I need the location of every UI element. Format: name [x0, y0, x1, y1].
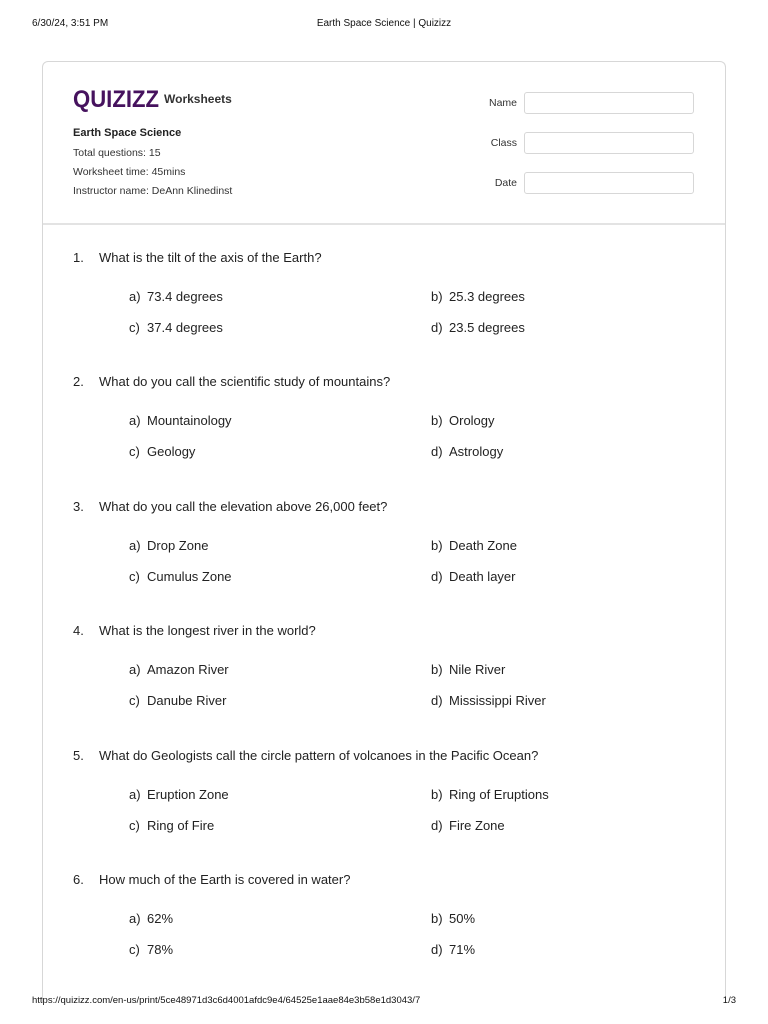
worksheet-title: Earth Space Science	[73, 127, 182, 139]
option-text: Drop Zone	[147, 537, 209, 553]
option-letter: a)	[129, 786, 141, 802]
option-text: Mountainology	[147, 413, 232, 429]
option-text: 37.4 degrees	[147, 320, 223, 335]
question-number: 1.	[73, 250, 84, 265]
option-text: Cumulus Zone	[147, 568, 232, 584]
question-number: 3.	[73, 498, 84, 514]
option-text: Orology	[449, 413, 495, 429]
instructor-name: Instructor name: DeAnn Klinedinst	[73, 185, 233, 197]
question-number: 2.	[73, 374, 84, 390]
question-text: How much of the Earth is covered in water?	[99, 872, 351, 887]
answer-option	[129, 538, 208, 553]
option-letter: c)	[129, 444, 140, 460]
answer-option	[431, 911, 475, 926]
option-text: Amazon River	[147, 662, 229, 678]
name-label: Name	[488, 97, 517, 109]
quizizz-logo-icon	[73, 84, 159, 114]
question-text: What do you call the elevation above 26,000 feet?	[99, 498, 388, 514]
date-label: Date	[494, 177, 517, 189]
option-text: Eruption Zone	[147, 786, 229, 802]
option-letter: b)	[431, 786, 443, 802]
answer-option	[129, 413, 232, 428]
quizizz-logo	[73, 84, 159, 114]
option-letter: c)	[129, 693, 140, 709]
answer-option	[129, 818, 214, 833]
option-text: Nile River	[449, 662, 506, 678]
question-number: 6.	[73, 872, 84, 887]
option-letter: b)	[431, 413, 443, 429]
answer-option	[129, 911, 173, 926]
option-text: 71%	[449, 942, 476, 957]
option-letter: a)	[129, 413, 141, 429]
answer-option	[129, 693, 227, 708]
question-number: 4.	[73, 623, 84, 639]
option-letter: c)	[129, 568, 140, 584]
answer-option	[431, 289, 525, 304]
option-letter: b)	[431, 662, 443, 678]
answer-option	[431, 538, 517, 553]
answer-option	[431, 818, 505, 833]
question-text: What do Geologists call the circle pattern of volcanoes in the Pacific Ocean?	[99, 747, 539, 763]
option-text: 23.5 degrees	[449, 320, 525, 335]
option-text: Fire Zone	[449, 817, 505, 833]
option-letter: b)	[431, 537, 443, 553]
option-letter: d)	[431, 568, 443, 584]
print-url: https://quizizz.com/en-us/print/5ce48971d3c6d4001afdc9e4/64525e1aae84e3b58e1d3043/7	[32, 995, 421, 1006]
question-text: What is the tilt of the axis of the Earth?	[99, 250, 322, 265]
option-letter: c)	[129, 817, 140, 833]
total-questions: Total questions: 15	[73, 147, 161, 159]
option-letter: d)	[431, 817, 443, 833]
option-text: Ring of Fire	[147, 817, 215, 833]
print-page-title: Earth Space Science | Quizizz	[316, 18, 452, 29]
option-text: 73.4 degrees	[147, 289, 223, 304]
answer-option	[431, 662, 505, 677]
answer-option	[431, 413, 495, 428]
option-letter: a)	[129, 662, 141, 678]
option-text: Death Zone	[449, 537, 517, 553]
option-text: Ring of Eruptions	[449, 786, 549, 802]
option-letter: d)	[431, 942, 443, 957]
worksheet-time: Worksheet time: 45mins	[73, 166, 186, 178]
option-letter: d)	[431, 444, 443, 460]
class-label: Class	[490, 137, 517, 149]
question-text: What is the longest river in the world?	[99, 623, 316, 639]
logo-subtitle: Worksheets	[164, 92, 232, 106]
answer-option	[129, 787, 229, 802]
option-letter: a)	[129, 537, 141, 553]
option-letter: a)	[129, 911, 141, 926]
answer-option	[431, 569, 515, 584]
name-field[interactable]	[524, 92, 694, 114]
print-page-number: 1/3	[722, 995, 736, 1006]
option-text: 50%	[449, 911, 476, 926]
option-letter: d)	[431, 693, 443, 709]
option-text: 78%	[147, 942, 174, 957]
answer-option	[129, 942, 173, 957]
question-text: What do you call the scientific study of mountains?	[99, 374, 391, 390]
answer-option	[129, 444, 195, 459]
answer-option	[129, 569, 232, 584]
worksheet-card	[42, 61, 726, 1002]
date-field[interactable]	[524, 172, 694, 194]
option-letter: c)	[129, 320, 140, 335]
option-letter: c)	[129, 942, 140, 957]
option-letter: b)	[431, 289, 443, 304]
print-datetime: 6/30/24, 3:51 PM	[32, 18, 109, 29]
answer-option	[431, 693, 546, 708]
option-text: Danube River	[147, 693, 227, 709]
question-number: 5.	[73, 747, 84, 763]
option-letter: a)	[129, 289, 141, 304]
print-header	[0, 18, 768, 32]
answer-option	[431, 320, 525, 335]
option-letter: b)	[431, 911, 443, 926]
answer-option	[431, 787, 549, 802]
answer-option	[129, 320, 223, 335]
answer-option	[431, 444, 503, 459]
option-text: Death layer	[449, 568, 516, 584]
answer-option	[129, 662, 229, 677]
option-text: 25.3 degrees	[449, 289, 525, 304]
answer-option	[431, 942, 475, 957]
option-text: Geology	[147, 444, 196, 460]
option-letter: d)	[431, 320, 443, 335]
worksheet-header	[43, 62, 725, 225]
option-text: 62%	[147, 911, 174, 926]
class-field[interactable]	[524, 132, 694, 154]
option-text: Mississippi River	[449, 693, 546, 709]
answer-option	[129, 289, 223, 304]
option-text: Astrology	[449, 444, 504, 460]
svg-text:QUIZIZZ: QUIZIZZ	[73, 86, 159, 113]
